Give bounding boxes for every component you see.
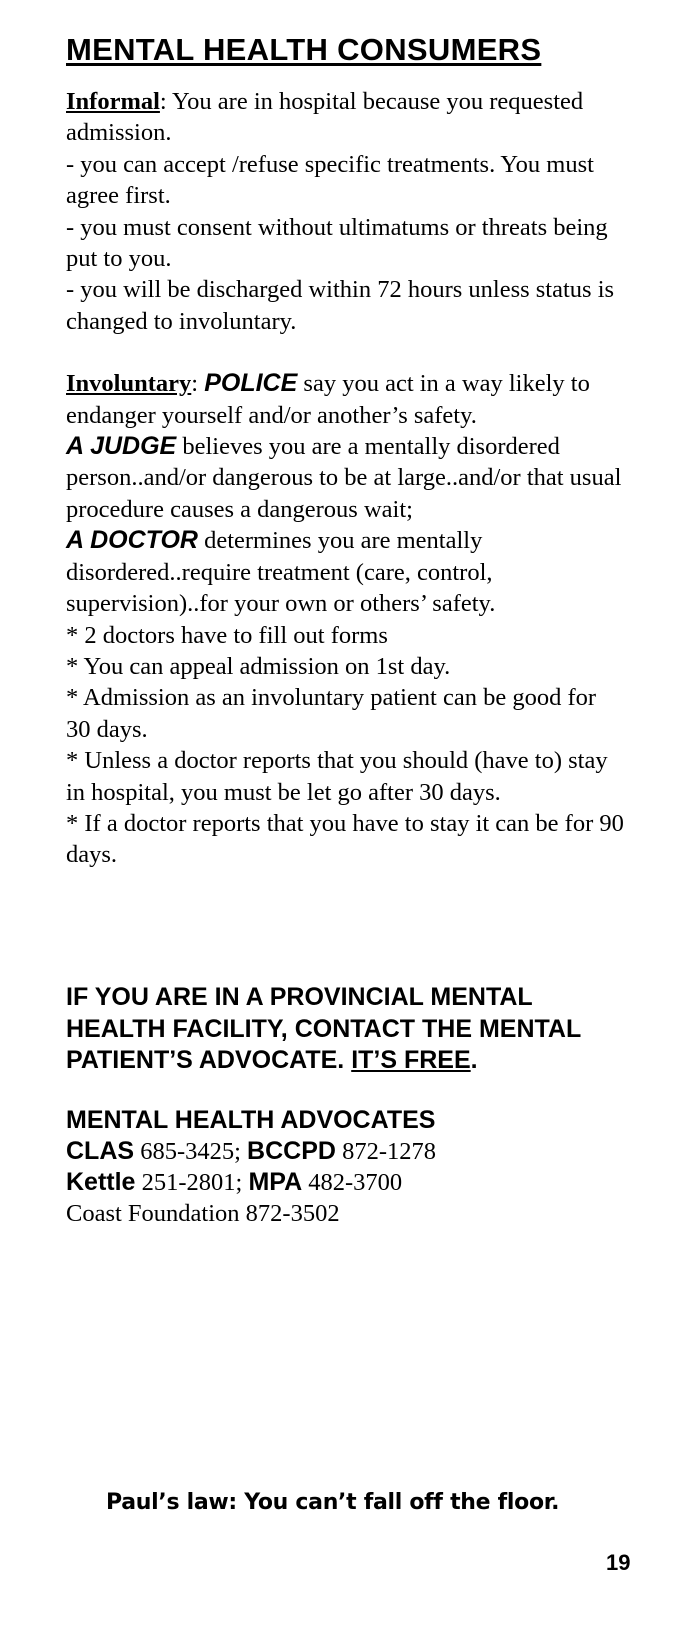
- informal-item: - you will be discharged within 72 hours unless status is changed to involuntary.: [66, 276, 615, 335]
- advocate-phone: 251-2801;: [135, 1169, 249, 1196]
- footer-quote: Paul’s law: You can’t fall off the floor.: [106, 1490, 560, 1515]
- advocates-list: [66, 1105, 626, 1229]
- involuntary-point: * 2 doctors have to fill out forms: [66, 621, 388, 649]
- involuntary-point: * If a doctor reports that you have to stay it can be for 90 days.: [66, 809, 624, 869]
- advocate-org: BCCPD: [247, 1137, 336, 1165]
- informal-term: Informal: [66, 88, 160, 115]
- advocate-org: Kettle: [66, 1168, 136, 1196]
- page-title: MENTAL HEALTH CONSUMERS: [66, 32, 542, 67]
- involuntary-point: * Admission as an involuntary patient can be good for 30 days.: [66, 684, 597, 743]
- involuntary-separator: :: [191, 370, 205, 398]
- involuntary-point: * You can appeal admission on 1st day.: [66, 652, 451, 680]
- advocate-phone: 872-1278: [335, 1138, 436, 1165]
- judge-label: A JUDGE: [66, 432, 177, 461]
- advocates-heading: MENTAL HEALTH ADVOCATES: [66, 1106, 436, 1134]
- judge-text: believes you are a mentally disordered person..and/or dangerous to be at large..and/or that usual procedure causes a dangerous wait;: [66, 433, 622, 523]
- informal-item: - you must consent without ultimatums or threats being put to you.: [66, 213, 608, 273]
- advocate-org: MPA: [248, 1168, 303, 1196]
- police-text: say you act in a way likely to endanger yourself and/or another’s safety.: [66, 370, 590, 429]
- advocate-notice: [66, 982, 631, 1077]
- advocate-line: [66, 1136, 626, 1167]
- advocate-phone: 685-3425;: [134, 1138, 248, 1165]
- informal-item: - you can accept /refuse specific treatments. You must agree first.: [66, 150, 594, 210]
- doctor-text: determines you are mentally disordered..require treatment (care, control, supervision)..for your own or others’ safety.: [66, 527, 496, 618]
- informal-intro: : You are in hospital because you requested admission.: [66, 88, 584, 147]
- notice-end: .: [470, 1046, 478, 1074]
- advocate-phone: 482-3700: [302, 1169, 403, 1196]
- advocate-org: CLAS: [66, 1137, 135, 1165]
- doctor-label: A DOCTOR: [66, 526, 198, 555]
- page-number: 19: [606, 1550, 631, 1575]
- judge-paragraph: [66, 431, 626, 525]
- involuntary-term: Involuntary: [66, 370, 192, 398]
- notice-text: IF YOU ARE IN A PROVINCIAL MENTAL HEALTH FACILITY, CONTACT THE MENTAL PATIENT’S ADVOCATE.: [66, 983, 581, 1074]
- section-gap: [66, 337, 626, 368]
- doctor-paragraph: [66, 525, 626, 619]
- advocate-line: [66, 1167, 626, 1198]
- status-section: [66, 86, 626, 871]
- police-label: POLICE: [204, 369, 298, 398]
- notice-emphasis: IT’S FREE: [351, 1046, 471, 1074]
- advocate-line: Coast Foundation 872-3502: [66, 1200, 340, 1227]
- informal-paragraph: [66, 86, 626, 149]
- involuntary-police-paragraph: [66, 368, 626, 431]
- involuntary-point: * Unless a doctor reports that you should (have to) stay in hospital, you must be let go after 30 days.: [66, 747, 608, 806]
